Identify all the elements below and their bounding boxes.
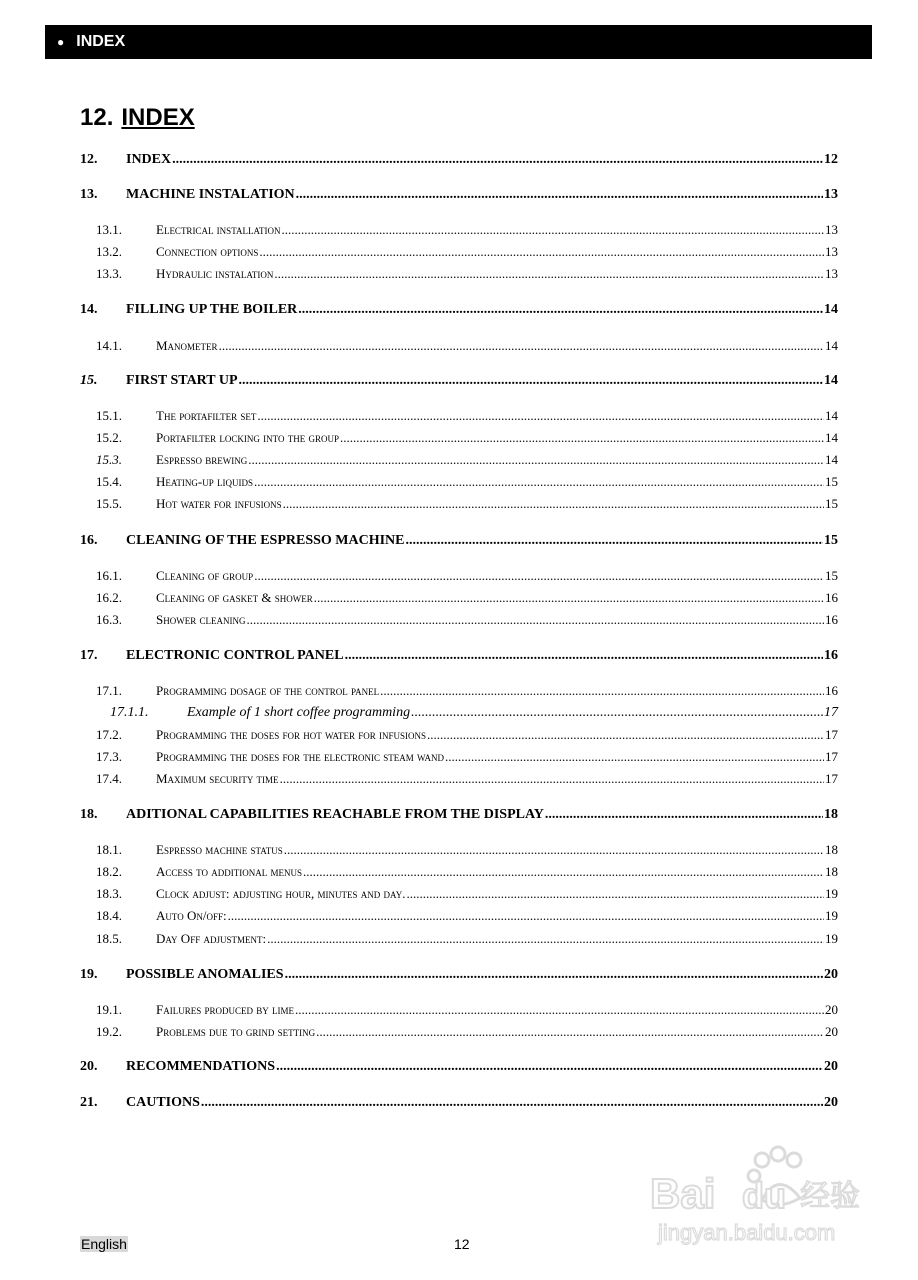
toc-entry-page: 17	[824, 705, 838, 720]
toc-entry-title: Hot water for infusions	[156, 496, 282, 511]
toc-entry-title: Programming the doses for the electronic steam wand	[156, 749, 444, 764]
toc-entry-leader	[219, 338, 824, 354]
toc-entry-page: 13	[825, 266, 838, 281]
toc-entry-leader	[172, 152, 823, 168]
toc-entry-number: 17.3.	[96, 749, 122, 764]
toc-entry[interactable]	[80, 886, 838, 904]
toc-entry-page: 18	[824, 807, 838, 822]
header-bar-label: INDEX	[76, 33, 126, 50]
toc-entry-leader	[246, 612, 824, 628]
toc-entry-page: 20	[825, 1002, 838, 1017]
toc-entry-title: FILLING UP THE BOILER	[126, 302, 298, 317]
toc-entry-leader	[406, 533, 824, 549]
toc-entry-title: Portafilter locking into the group	[156, 430, 339, 445]
toc-entry[interactable]	[80, 244, 838, 262]
toc-entry-title: MACHINE INSTALATION	[126, 187, 295, 202]
toc-entry-title: The portafilter set	[156, 408, 257, 423]
toc-entry-page: 19	[825, 908, 838, 923]
toc-entry-page: 14	[824, 373, 838, 388]
toc-entry-page: 15	[825, 568, 838, 583]
header-bar	[45, 25, 872, 59]
toc-entry-leader	[427, 727, 824, 743]
toc-entry-number: 16.1.	[96, 568, 122, 583]
toc-entry-number: 16.	[80, 533, 98, 548]
toc-entry-leader	[254, 568, 824, 584]
toc-entry[interactable]	[80, 1002, 838, 1020]
toc-entry-page: 13	[825, 244, 838, 259]
toc-entry-leader	[267, 931, 824, 947]
toc-entry-page: 14	[825, 408, 838, 423]
toc-entry-number: 15.4.	[96, 474, 122, 489]
toc-entry-leader	[340, 430, 824, 446]
toc-entry-leader	[239, 373, 823, 389]
bullet-icon: ●	[57, 35, 65, 49]
toc-entry-number: 13.	[80, 187, 98, 202]
toc-entry[interactable]	[80, 474, 838, 492]
baidu-watermark-logo	[650, 1140, 865, 1250]
toc-entry-page: 16	[825, 683, 838, 698]
toc-entry-title: Heating-up liquids	[156, 474, 253, 489]
toc-entry-number: 15.	[80, 373, 98, 388]
toc-entry-page: 14	[824, 302, 838, 317]
toc-entry[interactable]	[80, 533, 838, 551]
toc-entry-page: 18	[825, 864, 838, 879]
toc-entry-leader	[298, 302, 823, 318]
toc-entry[interactable]	[80, 338, 838, 356]
toc-entry[interactable]	[80, 749, 838, 767]
toc-entry-title: Shower cleaning	[156, 612, 246, 627]
toc-entry-page: 17	[825, 727, 838, 742]
toc-entry-title: Maximum security time	[156, 771, 279, 786]
toc-entry-title: Access to additional menus	[156, 864, 302, 879]
toc-entry[interactable]	[80, 222, 838, 240]
toc-entry-number: 18.3.	[96, 886, 122, 901]
page-title	[80, 104, 195, 132]
toc-entry[interactable]	[80, 408, 838, 426]
toc-entry-number: 12.	[80, 152, 98, 167]
toc-entry[interactable]	[80, 771, 838, 789]
toc-entry-page: 15	[825, 496, 838, 511]
toc-entry[interactable]	[80, 967, 838, 985]
toc-entry-page: 16	[824, 648, 838, 663]
toc-entry[interactable]	[80, 931, 838, 949]
toc-entry-leader	[445, 749, 824, 765]
svg-text:du: du	[742, 1175, 786, 1216]
toc-entry-number: 14.1.	[96, 338, 122, 353]
toc-entry-title: CLEANING OF THE ESPRESSO MACHINE	[126, 533, 405, 548]
toc-entry-number: 17.2.	[96, 727, 122, 742]
toc-entry-number: 18.4.	[96, 908, 122, 923]
toc-entry-page: 17	[825, 771, 838, 786]
toc-entry-title: POSSIBLE ANOMALIES	[126, 967, 284, 982]
toc-entry-title: CAUTIONS	[126, 1095, 200, 1110]
toc-entry[interactable]	[80, 807, 838, 825]
toc-entry-title: Programming the doses for hot water for infusions	[156, 727, 427, 742]
toc-entry[interactable]	[80, 430, 838, 448]
toc-entry-title: Electrical installation	[156, 222, 281, 237]
toc-entry[interactable]	[80, 727, 838, 745]
toc-entry-number: 17.1.	[96, 683, 122, 698]
toc-entry-number: 18.2.	[96, 864, 122, 879]
toc-entry-number: 15.1.	[96, 408, 122, 423]
toc-entry-page: 19	[825, 931, 838, 946]
toc-entry[interactable]	[80, 590, 838, 608]
toc-entry-page: 15	[824, 533, 838, 548]
toc-entry-page: 20	[824, 1095, 838, 1110]
toc-entry-leader	[201, 1095, 823, 1111]
toc-entry-title: Hydraulic instalation	[156, 266, 274, 281]
toc-entry-number: 21.	[80, 1095, 98, 1110]
toc-entry[interactable]	[80, 452, 838, 470]
toc-entry-leader	[254, 474, 824, 490]
page-title-number: 12.	[80, 104, 114, 131]
toc-entry-number: 16.3.	[96, 612, 122, 627]
toc-entry-leader	[274, 266, 824, 282]
toc-entry-leader	[380, 683, 824, 699]
toc-entry-leader	[285, 967, 823, 983]
toc-entry-title: Auto On/off:	[156, 908, 227, 923]
toc-entry-leader	[314, 590, 824, 606]
toc-entry-number: 16.2.	[96, 590, 122, 605]
toc-entry[interactable]	[80, 152, 838, 170]
toc-entry[interactable]	[80, 1024, 838, 1042]
toc-entry-page: 14	[825, 338, 838, 353]
toc-entry-leader	[303, 864, 824, 880]
toc-entry-page: 15	[825, 474, 838, 489]
toc-entry-leader	[406, 886, 824, 902]
toc-entry-page: 19	[825, 886, 838, 901]
toc-entry-number: 18.5.	[96, 931, 122, 946]
toc-entry[interactable]	[80, 842, 838, 860]
toc-entry-title: Manometer	[156, 338, 218, 353]
toc-entry[interactable]	[80, 1059, 838, 1077]
toc-entry-page: 16	[825, 612, 838, 627]
toc-entry-leader	[280, 771, 824, 787]
toc-entry-page: 14	[825, 452, 838, 467]
toc-entry[interactable]	[80, 568, 838, 586]
toc-entry-title: Espresso brewing	[156, 452, 248, 467]
toc-entry-number: 20.	[80, 1059, 98, 1074]
toc-entry[interactable]	[80, 1095, 838, 1113]
toc-entry-title: Clock adjust: adjusting hour, minutes and day.	[156, 886, 406, 901]
toc-entry-number: 15.5.	[96, 496, 122, 511]
toc-entry-title: Espresso machine status	[156, 842, 283, 857]
toc-entry-number: 13.2.	[96, 244, 122, 259]
toc-entry-leader	[284, 842, 824, 858]
footer-language: English	[81, 1236, 127, 1252]
toc-entry-page: 14	[825, 430, 838, 445]
toc-entry[interactable]	[80, 612, 838, 630]
toc-entry-title: Failures produced by lime	[156, 1002, 294, 1017]
toc-entry-number: 13.3.	[96, 266, 122, 281]
toc-entry-number: 17.1.1.	[110, 705, 149, 720]
toc-entry-title: Example of 1 short coffee programming	[187, 705, 411, 720]
toc-entry-title: Connection options	[156, 244, 259, 259]
toc-entry[interactable]	[80, 187, 838, 205]
toc-entry-title: ADITIONAL CAPABILITIES REACHABLE FROM THE DISPLAY	[126, 807, 544, 822]
toc-entry-leader	[228, 908, 824, 924]
toc-entry-number: 19.2.	[96, 1024, 122, 1039]
toc-entry-title: Problems due to grind setting	[156, 1024, 316, 1039]
toc-entry-number: 19.1.	[96, 1002, 122, 1017]
toc-entry[interactable]	[80, 302, 838, 320]
toc-entry-leader	[296, 187, 823, 203]
toc-entry-page: 18	[825, 842, 838, 857]
toc-entry-number: 17.4.	[96, 771, 122, 786]
toc-entry-leader	[295, 1002, 824, 1018]
toc-entry-number: 15.2.	[96, 430, 122, 445]
toc-entry-leader	[316, 1024, 824, 1040]
toc-entry-title: Cleaning of gasket & shower	[156, 590, 313, 605]
toc-entry[interactable]	[80, 705, 838, 723]
toc-entry-page: 13	[825, 222, 838, 237]
toc-entry-title: INDEX	[126, 152, 172, 167]
toc-entry-number: 14.	[80, 302, 98, 317]
toc-entry-number: 17.	[80, 648, 98, 663]
toc-entry-page: 13	[824, 187, 838, 202]
toc-entry-leader	[259, 244, 824, 260]
toc-entry-leader	[545, 807, 823, 823]
toc-entry-number: 18.1.	[96, 842, 122, 857]
svg-text:jingyan.baidu.com: jingyan.baidu.com	[658, 1220, 836, 1245]
toc-entry-page: 20	[825, 1024, 838, 1039]
toc-entry-leader	[411, 705, 823, 721]
toc-entry-leader	[283, 496, 824, 512]
toc-entry[interactable]	[80, 864, 838, 882]
toc-entry[interactable]	[80, 908, 838, 926]
toc-entry-leader	[345, 648, 823, 664]
toc-entry[interactable]	[80, 648, 838, 666]
toc-entry-title: Programming dosage of the control panel	[156, 683, 380, 698]
toc-entry-title: RECOMMENDATIONS	[126, 1059, 276, 1074]
toc-entry-title: ELECTRONIC CONTROL PANEL	[126, 648, 344, 663]
footer-page-number: 12	[454, 1236, 470, 1252]
toc-entry-page: 12	[824, 152, 838, 167]
toc-entry-number: 15.3.	[96, 452, 122, 467]
toc-entry-leader	[276, 1059, 823, 1075]
toc-entry-number: 19.	[80, 967, 98, 982]
toc-entry-number: 18.	[80, 807, 98, 822]
toc-entry-page: 16	[825, 590, 838, 605]
toc-entry-page: 17	[825, 749, 838, 764]
toc-entry-title: FIRST START UP	[126, 373, 238, 388]
toc-entry[interactable]	[80, 683, 838, 701]
page-title-text: INDEX	[121, 104, 195, 131]
toc-entry[interactable]	[80, 266, 838, 284]
svg-text:Bai: Bai	[650, 1170, 716, 1217]
svg-text:经验: 经验	[800, 1179, 860, 1214]
toc-entry-page: 20	[824, 1059, 838, 1074]
toc-entry-leader	[257, 408, 824, 424]
toc-entry-page: 20	[824, 967, 838, 982]
toc-entry-title: Day Off adjustment:	[156, 931, 267, 946]
toc-entry-number: 13.1.	[96, 222, 122, 237]
toc-entry-leader	[248, 452, 824, 468]
toc-entry-leader	[281, 222, 824, 238]
toc-entry[interactable]	[80, 496, 838, 514]
toc-entry[interactable]	[80, 373, 838, 391]
toc-entry-title: Cleaning of group	[156, 568, 254, 583]
